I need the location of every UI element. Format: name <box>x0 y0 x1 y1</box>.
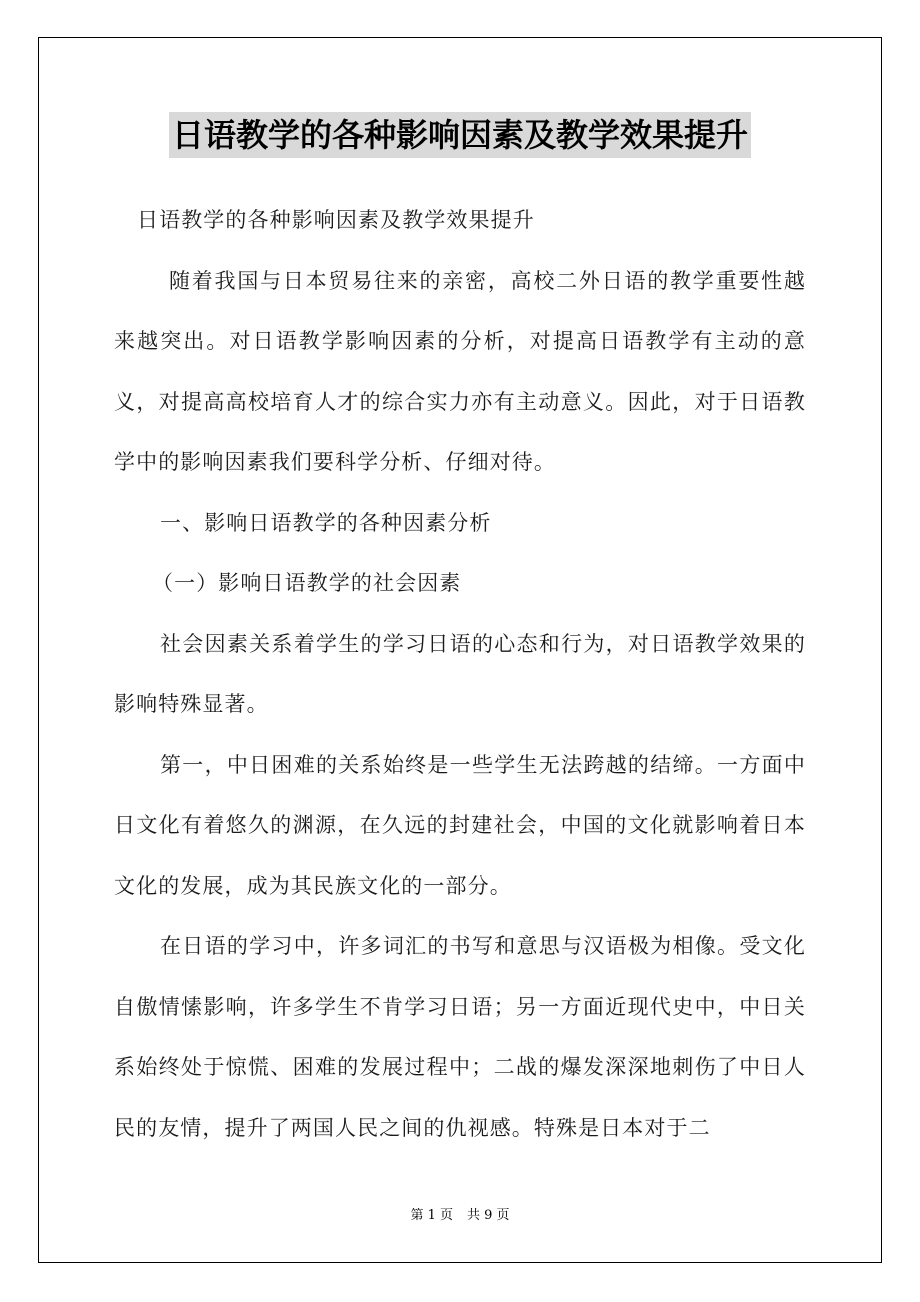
body-paragraph: 随着我国与日本贸易往来的亲密，高校二外日语的教学重要性越来越突出。对日语教学影响因素的分析，对提高日语教学有主动的意义，对提高高校培育人才的综合实力亦有主动意义。因此，对于日语教学中的影响因素我们要科学分析、仔细对待。 <box>114 268 806 474</box>
page-number: 第 1 页 <box>410 1208 453 1223</box>
page-total: 共 9 页 <box>467 1208 510 1223</box>
body-paragraph: 社会因素关系着学生的学习日语的心态和行为，对日语教学效果的影响特殊显著。 <box>114 631 806 716</box>
title-container <box>0 112 920 158</box>
subtitle-paragraph: 日语教学的各种影响因素及教学效果提升 <box>137 208 535 232</box>
body-paragraph: 第一，中日困难的关系始终是一些学生无法跨越的结缔。一方面中日文化有着悠久的渊源，在久远的封建社会，中国的文化就影响着日本文化的发展，成为其民族文化的一部分。 <box>114 752 806 898</box>
document-title: 日语教学的各种影响因素及教学效果提升 <box>169 112 751 158</box>
page-footer <box>0 1204 920 1223</box>
subsection-heading: （一）影响日语教学的社会因素 <box>152 571 462 595</box>
body-paragraph: 在日语的学习中，许多词汇的书写和意思与汉语极为相像。受文化自傲情愫影响，许多学生不肯学习日语；另一方面近现代史中，中日关系始终处于惊慌、困难的发展过程中；二战的爆发深深地刺伤了中日人民的友情，提升了两国人民之间的仇视感。特殊是日本对于二 <box>114 934 806 1140</box>
document-body <box>114 190 806 1158</box>
section-heading: 一、影响日语教学的各种因素分析 <box>160 510 492 535</box>
